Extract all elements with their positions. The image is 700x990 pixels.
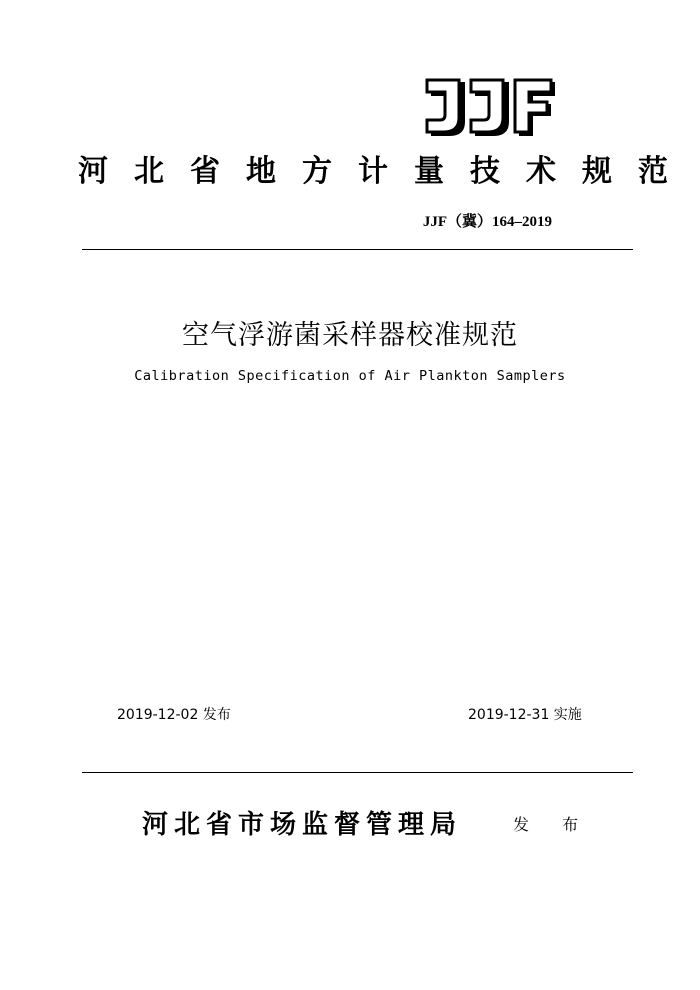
document-title-chinese: 空气浮游菌采样器校准规范 xyxy=(182,320,518,351)
issue-label: 发 布 xyxy=(513,815,593,834)
effective-date: 2019-12-31 实施 xyxy=(468,707,582,723)
publish-date: 2019-12-02 发布 xyxy=(117,707,231,723)
document-title-english: Calibration Specification of Air Plankton Samplers xyxy=(134,368,566,384)
standard-code: JJF（冀）164–2019 xyxy=(422,214,552,230)
jjf-logo xyxy=(425,78,557,140)
standard-type-heading: 河北省地方计量技术规范 xyxy=(78,154,694,189)
issuing-authority: 河北省市场监督管理局 xyxy=(142,810,463,840)
top-divider xyxy=(82,249,633,250)
bottom-divider xyxy=(82,772,633,773)
